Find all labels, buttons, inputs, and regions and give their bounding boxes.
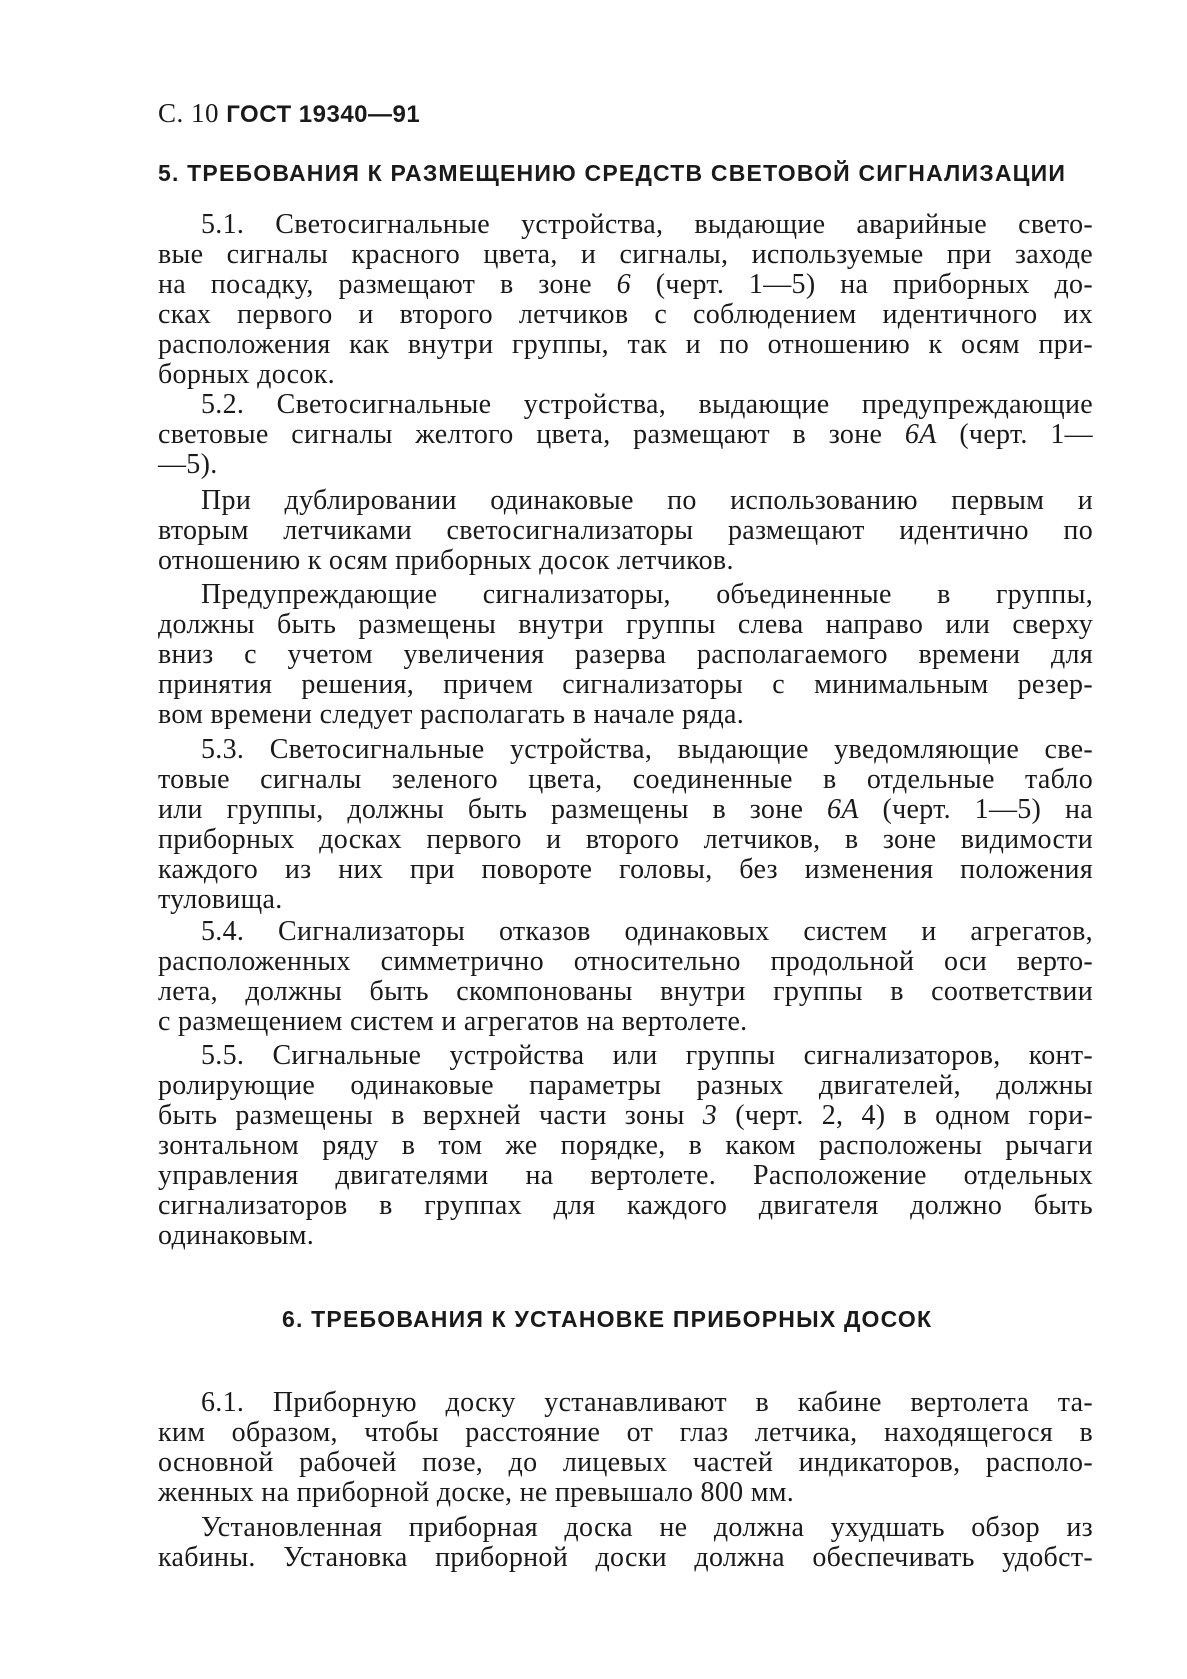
text-line: товые сигналы зеленого цвета, соединенные в отдельные табло	[158, 764, 1093, 795]
text-line: 5.4. Сигнализаторы отказов одинаковых систем и агрегатов,	[201, 916, 1093, 947]
text-line: ролирующие одинаковые параметры разных двигателей, должны	[158, 1070, 1093, 1101]
text-line: каждого из них при повороте головы, без изменения положения	[158, 854, 1093, 885]
text-line: расположения как внутри группы, так и по отношению к осям при-	[158, 329, 1093, 360]
standard-number: ГОСТ 19340—91	[226, 101, 421, 128]
text-line: туловища.	[158, 884, 283, 915]
running-head	[158, 98, 420, 129]
text-fragment: (черт. 1—5) на приборных до-	[655, 269, 1093, 300]
text-line: должны быть размещены внутри группы слева направо или сверху	[158, 609, 1093, 640]
text-line: вые сигналы красного цвета, и сигналы, используемые при заходе	[158, 239, 1093, 270]
text-line: 5.3. Светосигнальные устройства, выдающие уведомляющие све-	[201, 734, 1093, 765]
text-fragment: быть размещены в верхней части зоны	[158, 1100, 685, 1131]
zone-ref: 6А	[904, 419, 937, 450]
text-line: с размещением систем и агрегатов на вертолете.	[158, 1006, 748, 1037]
page-reference: С. 10	[158, 98, 220, 128]
text-line	[158, 420, 1093, 450]
text-line: ким образом, чтобы расстояние от глаз летчика, находящегося в	[158, 1417, 1093, 1448]
text-line: женных на приборной доске, не превышало 800 мм.	[158, 1477, 795, 1508]
text-line: Предупреждающие сигнализаторы, объединенные в группы,	[201, 579, 1093, 610]
text-fragment: (черт. 1—	[959, 419, 1093, 450]
text-fragment: световые сигналы желтого цвета, размещают в зоне	[158, 419, 883, 450]
text-line: лета, должны быть скомпонованы внутри группы в соответствии	[158, 976, 1093, 1007]
text-line: приборных досках первого и второго летчиков, в зоне видимости	[158, 824, 1093, 855]
text-line: При дублировании одинаковые по использованию первым и	[201, 485, 1093, 516]
text-line: Установленная приборная доска не должна ухудшать обзор из	[201, 1512, 1093, 1543]
text-line: вторым летчиками светосигнализаторы размещают идентично по	[158, 515, 1093, 546]
text-line: одинаковым.	[158, 1220, 315, 1251]
text-fragment: (черт. 2, 4) в одном гори-	[735, 1100, 1093, 1131]
zone-ref: 3	[702, 1100, 718, 1131]
text-line: зонтальном ряду в том же порядке, в каком расположены рычаги	[158, 1130, 1093, 1161]
text-line: —5).	[158, 449, 218, 480]
text-line: управления двигателями на вертолете. Расположение отдельных	[158, 1160, 1093, 1191]
zone-ref: 6А	[827, 794, 859, 825]
text-line	[158, 795, 1093, 825]
text-line: 5.5. Сигнальные устройства или группы сигнализаторов, конт-	[201, 1040, 1093, 1071]
text-line: 6.1. Приборную доску устанавливают в кабине вертолета та-	[201, 1387, 1093, 1418]
text-line: 5.2. Светосигнальные устройства, выдающие предупреждающие	[201, 389, 1093, 420]
text-line	[158, 270, 1093, 300]
text-line: борных досок.	[158, 359, 335, 390]
text-line: расположенных симметрично относительно продольной оси верто-	[158, 946, 1093, 977]
text-line: принятия решения, причем сигнализаторы с минимальным резер-	[158, 669, 1093, 700]
text-line: вниз с учетом увеличения разерва располагаемого времени для	[158, 639, 1093, 670]
text-line: 5.1. Светосигнальные устройства, выдающие аварийные свето-	[201, 209, 1093, 240]
section-6-heading: 6. ТРЕБОВАНИЯ К УСТАНОВКЕ ПРИБОРНЫХ ДОСОК	[282, 1306, 933, 1332]
text-line: сигнализаторов в группах для каждого двигателя должно быть	[158, 1190, 1093, 1221]
text-line: отношению к осям приборных досок летчиков.	[158, 545, 734, 576]
text-fragment: на посадку, размещают в зоне	[158, 269, 592, 300]
text-fragment: или группы, должны быть размещены в зоне	[158, 794, 804, 825]
text-line: сках первого и второго летчиков с соблюдением идентичного их	[158, 299, 1093, 330]
text-line	[158, 1101, 1093, 1131]
section-5-heading: 5. ТРЕБОВАНИЯ К РАЗМЕЩЕНИЮ СРЕДСТВ СВЕТОВОЙ СИГНАЛИЗАЦИИ	[158, 160, 1067, 186]
zone-ref: 6	[616, 269, 631, 300]
text-line: вом времени следует располагать в начале ряда.	[158, 699, 745, 730]
text-fragment: (черт. 1—5) на	[882, 794, 1093, 825]
text-line: кабины. Установка приборной доски должна обеспечивать удобст-	[158, 1542, 1093, 1573]
text-line: основной рабочей позе, до лицевых частей индикаторов, располо-	[158, 1447, 1093, 1478]
